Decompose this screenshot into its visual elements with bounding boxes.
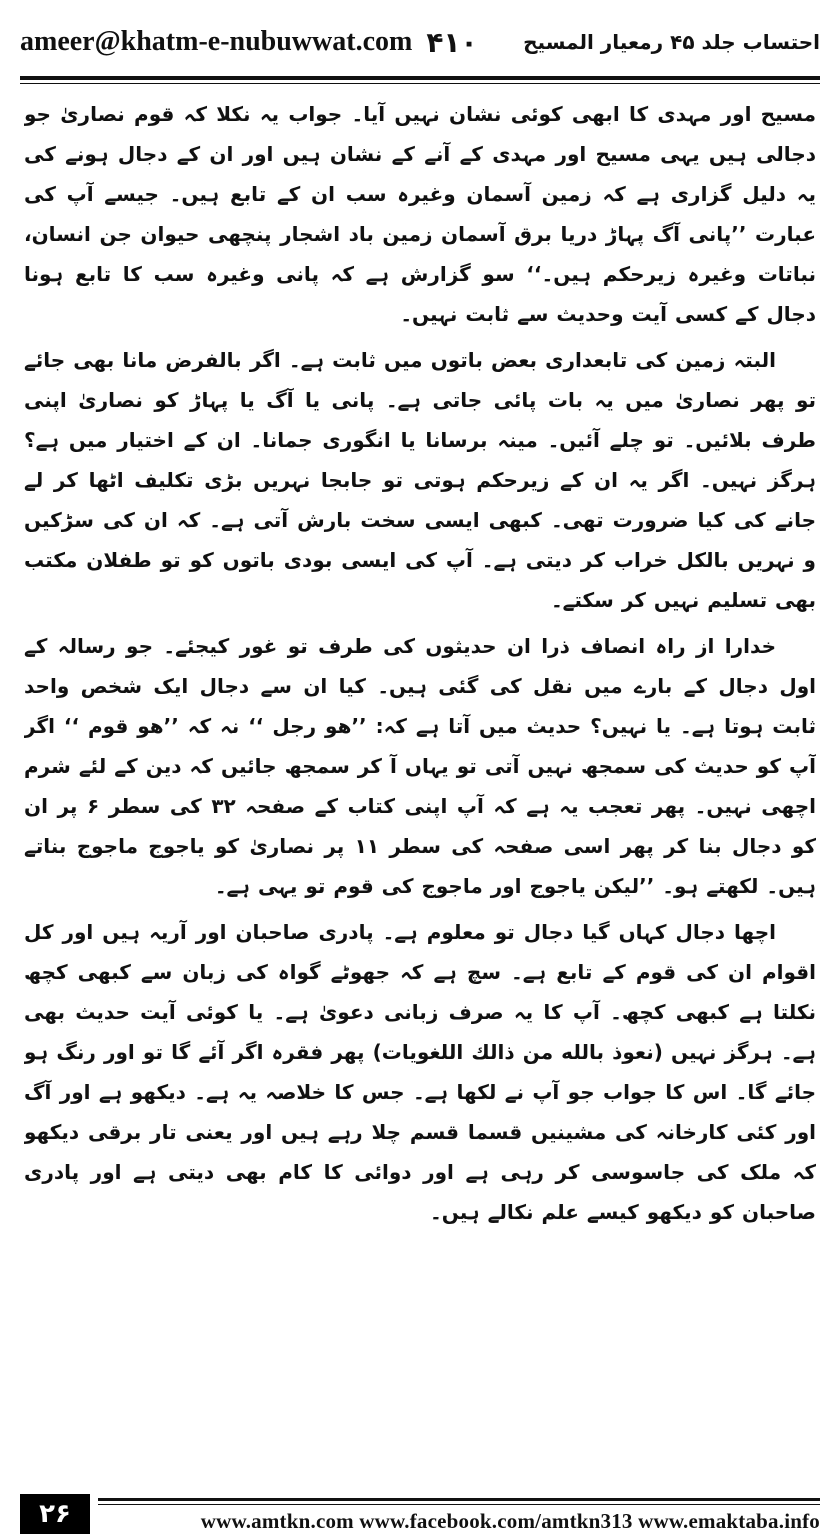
header-left: [20, 26, 478, 59]
paragraph-2: البتہ زمین کی تابعداری بعض باتوں میں ثابت ہے۔ اگر بالفرض مانا بھی جائے تو پھر نصاریٰ میں یہ بات پائی جاتی ہے۔ پانی یا آگ یا پہاڑ کو نصاریٰ اپنی طرف بلائیں۔ تو چلے آئیں۔ مینہ برسانا یا انگوری جمانا۔ ان کے اختیار میں ہے؟ ہرگز نہیں۔ اگر یہ ان کے زیرحکم ہوتی تو جابجا نہریں بڑی تکلیف اٹھا کر لے جانے کی کیا ضرورت تھی۔ کبھی ایسی سخت بارش آتی ہے۔ کہ ان کی سڑکیں و نہریں بالکل خراب کر دیتی ہے۔ آپ کی ایسی بودی باتوں کو تو طفلان مکتب بھی تسلیم نہیں کر سکتے۔: [24, 348, 816, 612]
header-rule-thick: [20, 76, 820, 80]
paragraph-3: خدارا از راہ انصاف ذرا ان حدیثوں کی طرف تو غور کیجئے۔ جو رسالہ کے اول دجال کے بارے میں نقل کی گئی ہیں۔ کیا ان سے دجال ایک شخص واحد ثابت ہوتا ہے۔ یا نہیں؟ حدیث میں آتا ہے کہ: ’’هو رجل ‘‘ نہ کہ ’’هو قوم ‘‘ اگر آپ کو حدیث کی سمجھ نہیں آتی تو یہاں آ کر سمجھ جائیں کہ دین کے لئے شرم اچھی نہیں۔ پھر تعجب یہ ہے کہ آپ اپنی کتاب کے صفحہ ۳۲ کی سطر ۶ پر ان کو دجال بنا کر پھر اسی صفحہ کی سطر ۱۱ پر نصاریٰ کو یاجوج ماجوج بناتے ہیں۔ لکھتے ہو۔ ’’لیکن یاجوج اور ماجوج کی قوم تو یہی ہے۔: [24, 634, 816, 898]
footer-rule: [98, 1498, 820, 1505]
footer-right: [90, 1498, 820, 1534]
header-email: ameer@khatm-e-nubuwwat.com: [20, 26, 413, 57]
header-page-number: ۴۱۰: [426, 25, 478, 59]
page-footer: [20, 1490, 820, 1534]
paragraph-1: مسیح اور مہدی کا ابھی کوئی نشان نہیں آیا۔ جواب یہ نکلا کہ قوم نصاریٰ جو دجالی ہیں یہی مسیح اور مہدی کے آنے کے نشان ہیں اور ان کے دجال ہونے کی یہ دلیل گزاری ہے کہ زمین آسمان وغیرہ سب ان کے تابع ہیں۔ جیسے آپ کی عبارت ’’پانی آگ پہاڑ دریا برق آسمان زمین باد اشجار پنچھی حیوان جن انسان، نباتات وغیرہ زیرحکم ہیں۔‘‘ سو گزارش ہے کہ پانی وغیرہ سب کا تابع ہونا دجال کے کسی آیت وحدیث سے ثابت نہیں۔: [24, 102, 816, 326]
paragraph-4: اچھا دجال کہاں گیا دجال تو معلوم ہے۔ پادری صاحبان اور آریہ ہیں اور کل اقوام ان کی قوم کے تابع ہے۔ سچ ہے کہ جھوٹے گواہ کی زبان سے کبھی کچھ نکلتا ہے کبھی کچھ۔ آپ کا یہ صرف زبانی دعویٰ ہے۔ یا کوئی آیت حدیث بھی ہے۔ ہرگز نہیں (نعوذ بالله من ذالك اللغويات) پھر فقرہ اگر آئے گا تو اور رنگ ہو جائے گا۔ اس کا جواب جو آپ نے لکھا ہے۔ جس کا خلاصہ یہ ہے۔ دیکھو ہے اور آگ اور کئی کارخانہ کی مشینیں قسما قسم چلا رہے ہیں اور یعنی تار برقی دیکھو کہ ملک کی جاسوسی کر رہی ہے اور دوائی کا کام بھی دیتی ہے اور پادری صاحبان کو دیکھو کیسے علم نکالے ہیں۔: [24, 920, 816, 1224]
footer-links: www.amtkn.com www.facebook.com/amtkn313 www.emaktaba.info: [200, 1509, 820, 1533]
header-book-title: احتساب جلد ۴۵ رمعیار المسیح: [523, 30, 820, 54]
header-rule-thin: [20, 83, 820, 84]
footer-page-number: ۲۶: [20, 1494, 90, 1534]
page-header: [20, 12, 820, 72]
page-body: [24, 94, 816, 1474]
